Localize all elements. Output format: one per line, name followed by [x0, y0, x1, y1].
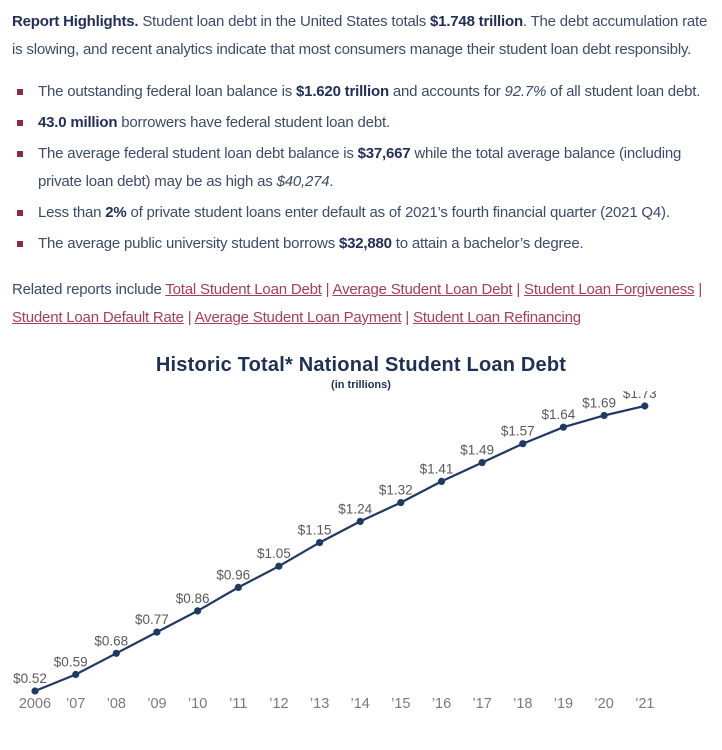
data-label: $0.59 [53, 654, 88, 670]
text-segment: The average federal student loan debt balance is [38, 145, 358, 162]
report-highlights-paragraph [12, 8, 710, 64]
data-point-’21 [641, 402, 648, 409]
related-link-student-loan-forgiveness[interactable]: Student Loan Forgiveness [524, 281, 695, 298]
highlight-text [38, 145, 681, 190]
bullet-square-icon [17, 210, 23, 216]
data-label: $0.52 [13, 671, 47, 686]
link-separator: | [401, 309, 414, 326]
data-label: $1.69 [582, 395, 616, 411]
x-axis-label: ’12 [269, 696, 289, 712]
x-axis-label: ’08 [106, 696, 126, 712]
related-link-student-loan-default-rate[interactable]: Student Loan Default Rate [12, 309, 184, 326]
data-label: $0.86 [175, 590, 210, 606]
text-segment: of all student loan debt. [546, 83, 701, 100]
bullet-square-icon [17, 89, 23, 95]
related-link-average-student-loan-payment[interactable]: Average Student Loan Payment [194, 309, 402, 326]
related-link-total-student-loan-debt[interactable]: Total Student Loan Debt [165, 281, 322, 298]
data-label: $1.41 [419, 461, 454, 477]
data-point-’07 [72, 671, 79, 678]
x-axis-label: 2006 [18, 696, 52, 712]
data-label: $1.24 [338, 501, 373, 517]
text-segment: Report Highlights. [12, 13, 139, 30]
text-segment: . The debt accumulation rate is slowing, and recent analytics indicate that most consumers manage their student loan debt responsibly. [12, 13, 708, 58]
text-segment: 2% [105, 204, 127, 221]
text-segment: 43.0 million [38, 114, 118, 131]
x-axis-label: ’14 [350, 696, 370, 712]
bullet-square-icon [17, 241, 23, 247]
chart-subtitle: (in trillions) [331, 379, 391, 391]
related-reports-prefix: Related reports include [12, 281, 166, 298]
highlight-text [38, 204, 670, 221]
text-segment: $40,274 [276, 173, 330, 190]
text-segment: $32,880 [338, 235, 392, 252]
text-segment: The average public university student borrows [38, 235, 339, 252]
text-segment: to attain a bachelor’s degree. [391, 235, 584, 252]
data-point-’08 [113, 650, 120, 657]
x-axis-label: ’13 [309, 696, 330, 712]
x-axis-label: ’17 [472, 696, 492, 712]
text-segment: The outstanding federal loan balance is [38, 83, 297, 100]
highlight-item-borrowers [12, 109, 710, 137]
data-label: $1.32 [378, 482, 413, 498]
highlight-text [38, 83, 700, 100]
data-point-’15 [397, 499, 404, 506]
text-segment: Less than [38, 204, 106, 221]
debt-chart-section [12, 354, 710, 724]
text-segment: 92.7% [504, 83, 547, 100]
text-segment: $1.748 trillion [430, 13, 523, 30]
data-point-’20 [601, 412, 608, 419]
x-axis-label: ’15 [391, 696, 411, 712]
chart-title: Historic Total* National Student Loan Debt [155, 354, 567, 376]
data-point-’13 [316, 539, 323, 546]
bullet-square-icon [17, 151, 23, 157]
highlight-item-federal-balance [12, 78, 710, 106]
related-reports-paragraph [12, 276, 710, 332]
x-axis-label: ’20 [594, 696, 614, 712]
text-segment: $37,667 [357, 145, 411, 162]
data-point-’17 [479, 459, 486, 466]
bullet-square-icon [17, 120, 23, 126]
highlight-text [38, 235, 584, 252]
link-separator: | [183, 309, 195, 326]
data-label: $1.05 [257, 546, 291, 562]
highlights-list [12, 78, 710, 258]
data-point-2006 [31, 687, 38, 694]
data-label: $0.77 [135, 612, 169, 628]
data-label: $0.68 [94, 633, 129, 649]
link-separator: | [321, 281, 333, 298]
text-segment: Student loan debt in the United States totals [138, 13, 431, 30]
data-point-’12 [275, 563, 282, 570]
data-point-’09 [153, 629, 160, 636]
x-axis-label: ’21 [635, 696, 655, 712]
x-axis-label: ’07 [66, 696, 86, 712]
line-chart-container [0, 391, 722, 724]
data-label: $1.57 [500, 423, 535, 439]
student-loan-line-chart [0, 391, 722, 719]
highlight-item-default-rate [12, 199, 710, 227]
data-point-’19 [560, 424, 567, 431]
data-point-’10 [194, 607, 201, 614]
data-label: $1.73 [622, 391, 657, 401]
text-segment: $1.620 trillion [296, 83, 389, 100]
link-separator: | [512, 281, 525, 298]
data-point-’14 [357, 518, 364, 525]
data-point-’11 [235, 584, 242, 591]
text-segment: . [329, 173, 334, 190]
data-point-’16 [438, 478, 445, 485]
data-label: $1.64 [541, 407, 576, 423]
highlight-item-average-balance [12, 140, 710, 196]
x-axis-label: ’11 [229, 696, 248, 712]
highlight-text [38, 114, 390, 131]
highlight-item-public-university [12, 230, 710, 258]
x-axis-label: ’16 [431, 696, 452, 712]
data-point-’18 [519, 440, 526, 447]
text-segment: of private student loans enter default as of 2021’s fourth financial quarter (2021 Q4). [126, 204, 670, 221]
x-axis-label: ’10 [187, 696, 208, 712]
text-segment: and accounts for [388, 83, 505, 100]
data-label: $1.49 [460, 442, 494, 458]
link-separator: | [694, 281, 703, 298]
text-segment: while the total average balance (including private loan debt) may be as high as [38, 145, 682, 190]
text-segment: borrowers have federal student loan debt. [117, 114, 390, 131]
data-label: $0.96 [216, 567, 251, 583]
x-axis-label: ’09 [147, 696, 167, 712]
x-axis-label: ’19 [553, 696, 574, 712]
related-link-student-loan-refinancing[interactable]: Student Loan Refinancing [413, 309, 581, 326]
data-label: $1.15 [297, 522, 332, 538]
related-link-average-student-loan-debt[interactable]: Average Student Loan Debt [332, 281, 513, 298]
x-axis-label: ’18 [513, 696, 533, 712]
